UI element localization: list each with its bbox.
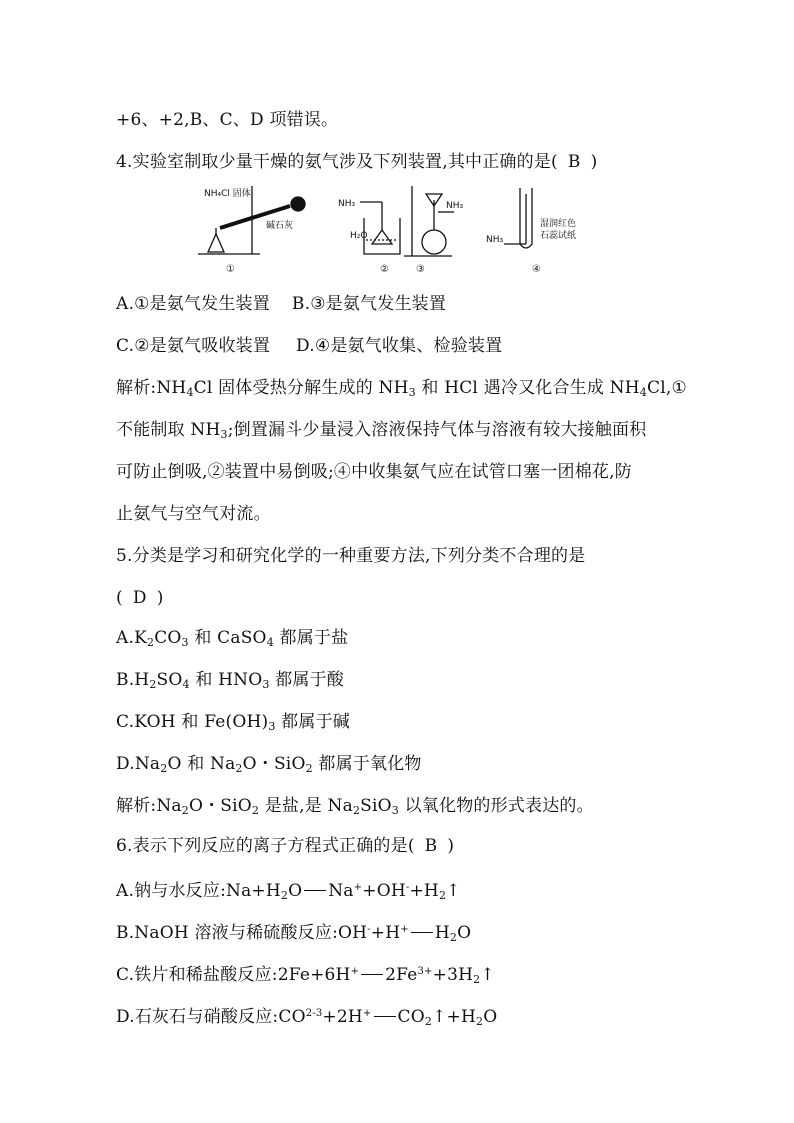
subscript: 2 [235,762,243,775]
question-text: 5.分类是学习和研究化学的一种重要方法,下列分类不合理的是 [116,546,586,566]
label-nh3-2: NH₃ [338,199,356,209]
text: O [291,1007,306,1027]
text: D.Na [116,754,161,774]
text: 都属于氧化物 [312,754,422,774]
superscript: - [367,924,371,935]
subscript: 2 [352,804,361,817]
subscript: 3 [408,386,416,399]
text: +6、+2,B、C、D 项错误。 [116,110,339,130]
text: ↑ [446,881,461,901]
text: 都属于酸 [269,670,344,690]
subscript: 2 [160,762,168,775]
text: ↑ [480,965,495,985]
text: 止氨气与空气对流。 [116,504,271,524]
superscript: + [400,924,409,935]
text: 和 HNO [189,670,263,690]
text: CO [397,1007,425,1027]
text: 可防止倒吸,②装置中易倒吸;④中收集氨气应在试管口塞一团棉花,防 [116,462,632,482]
drying-tube-bulb [291,197,305,211]
text: 解析:NH [116,378,187,398]
text: O [483,1007,498,1027]
superscript: 2-3 [305,1008,323,1019]
option-line [116,334,502,358]
text: O・SiO [242,754,306,774]
text: ;倒置漏斗少量浸入溶液保持气体与溶液有较大接触面积 [227,420,647,440]
analysis-line [116,376,687,405]
option-d [116,752,422,781]
label-num-3: ③ [416,264,425,275]
option-d [116,1002,497,1034]
label-nh4cl: NH₄Cl 固体 [204,189,251,199]
text: ) [156,588,164,608]
label-nh3-3: NH₃ [446,201,464,211]
subscript: 4 [182,678,190,691]
subscript: 2 [305,762,313,775]
label-num-1: ① [226,264,235,275]
subscript: 2 [438,889,447,902]
subscript: 4 [266,636,274,649]
subscript: 2 [449,931,458,944]
apparatus-2 [360,202,400,254]
answer-letter: B [424,836,438,856]
text: Cl,① [647,378,687,398]
text: 是盐,是 Na [259,796,353,816]
question-6 [116,834,454,858]
text: D.石灰石与硝酸反应:C [116,1007,292,1027]
label-num-4: ④ [532,264,541,275]
text: 都属于盐 [273,628,349,648]
subscript: 2 [181,804,189,817]
option-c: C.②是氨气吸收装置 [116,336,271,356]
subscript: 2 [280,889,289,902]
option-c [116,960,495,992]
text: O 和 Na [167,754,236,774]
answer-letter: B [567,152,581,172]
text: +H [409,881,439,901]
option-a [116,876,461,908]
apparatus-figure [190,182,610,278]
apparatus-3 [404,186,454,256]
question-4 [116,150,597,174]
answer-letter: D [132,588,147,608]
subscript: 2 [424,1015,433,1028]
label-litmus-1: 湿润红色 [540,219,577,229]
text: 和 HCl 遇冷又化合生成 NH [415,378,640,398]
subscript: 4 [186,386,194,399]
subscript: 3 [220,428,228,441]
text: C.KOH 和 Fe(OH) [116,712,269,732]
analysis-line [116,460,632,484]
text: A.钠与水反应:Na+H [116,881,281,901]
superscript: + [350,966,360,977]
text: Cl 固体受热分解生成的 NH [193,378,409,398]
question-text: 4.实验室制取少量干燥的氨气涉及下列装置,其中正确的是( [116,152,558,172]
text: 和 CaSO [188,628,267,648]
label-nh3-4: NH₃ [486,235,504,245]
subscript: 4 [639,386,647,399]
text: +3H [432,965,474,985]
subscript: 2 [146,636,155,649]
text: O [288,881,303,901]
text: Na [328,881,354,901]
text: SiO [360,796,392,816]
subscript: 3 [262,678,270,691]
equals-sign [304,880,326,891]
inverted-funnel [372,230,392,244]
alcohol-lamp [208,234,224,252]
flask [422,230,446,254]
text: C.铁片和稀盐酸反应:2Fe+6H [116,965,351,985]
subscript: 2 [476,1015,484,1028]
text: B.NaOH 溶液与稀硫酸反应:OH [116,923,368,943]
text: B.H [116,670,150,690]
option-b [116,668,344,697]
option-c [116,710,350,739]
text: O [457,923,472,943]
text: +H [370,923,401,943]
option-b: B.③是氨气发生装置 [291,294,447,314]
text: H [434,923,450,943]
equals-sign [411,922,433,933]
answer-line [116,586,164,610]
option-d: D.④是氨气收集、检验装置 [296,336,503,356]
option-a [116,626,348,655]
option-a: A.①是氨气发生装置 [116,294,270,314]
analysis-line [116,418,646,447]
label-soda-lime: 碱石灰 [266,221,294,231]
text: ) [590,152,598,172]
text: SO [156,670,183,690]
subscript: 2 [251,804,260,817]
subscript: 3 [268,720,276,733]
superscript: + [362,1008,372,1019]
option-b [116,918,471,950]
text: A.K [116,628,147,648]
analysis-line [116,794,594,823]
text: O・SiO [188,796,252,816]
label-h2o: H₂O [350,231,368,241]
text: +2H [322,1007,363,1027]
equals-sign [374,1006,396,1017]
question-text: 6.表示下列反应的离子方程式正确的是( [116,836,415,856]
text: CO [154,628,182,648]
text: 2Fe [385,965,418,985]
label-num-2: ② [380,264,389,275]
text: ↑+H [432,1007,476,1027]
option-line [116,292,446,316]
text: ) [447,836,455,856]
superscript: + [353,882,363,893]
apparatus-4 [504,188,532,248]
text: 以氧化物的形式表达的。 [398,796,594,816]
text: 解析:Na [116,796,182,816]
label-litmus-2: 石蕊试纸 [540,231,577,241]
subscript: 3 [181,636,189,649]
superscript: - [405,882,410,893]
subscript: 2 [149,678,157,691]
text: ( [116,588,123,608]
text-line [116,108,338,132]
text: 不能制取 NH [116,420,221,440]
analysis-line [116,502,271,526]
subscript: 3 [391,804,399,817]
question-5 [116,544,585,568]
text: +OH [362,881,406,901]
subscript: 2 [473,973,481,986]
superscript: 3+ [417,966,433,977]
equals-sign [361,964,383,975]
text: 都属于碱 [275,712,350,732]
